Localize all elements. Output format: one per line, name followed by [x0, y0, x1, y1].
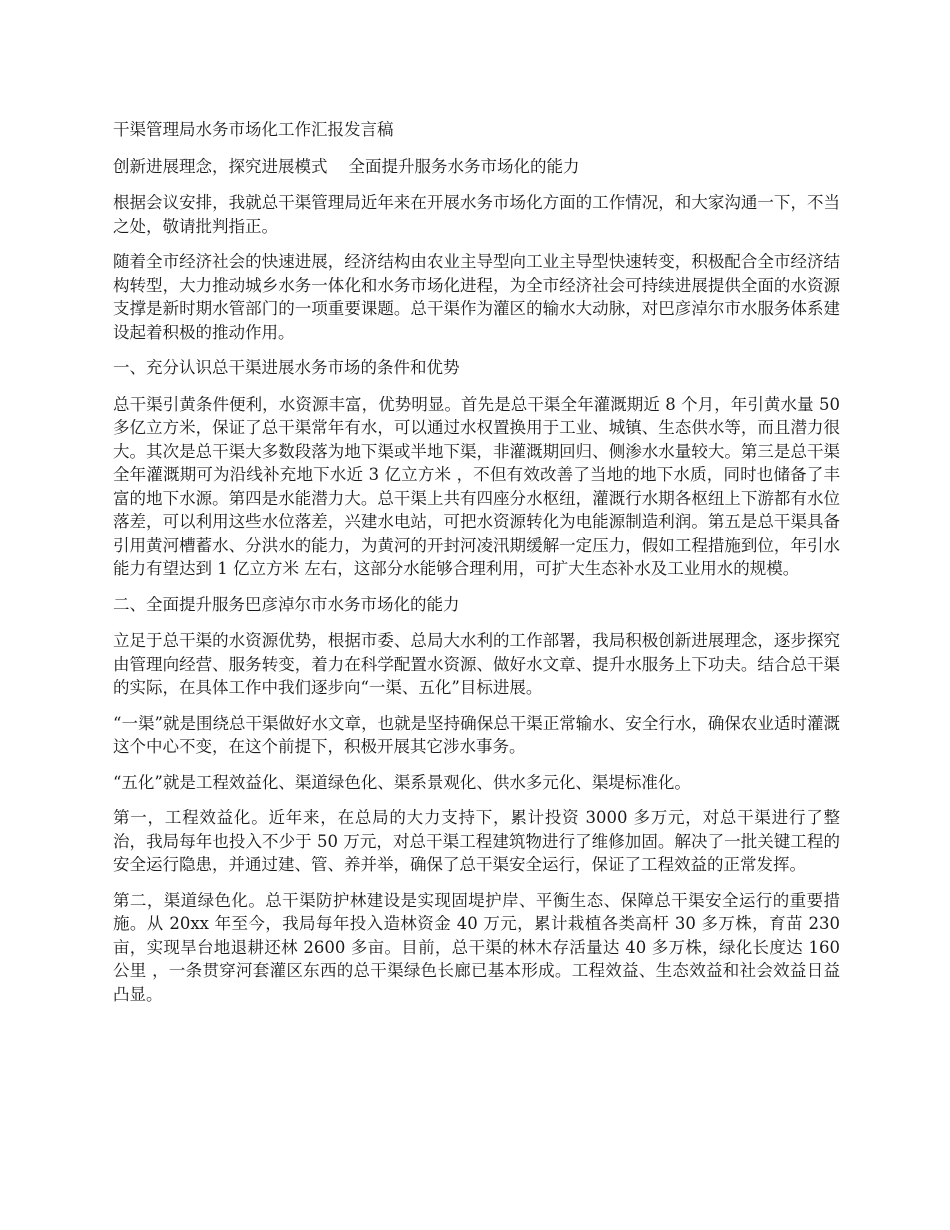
- section-heading-1: 一、充分认识总干渠进展水务市场的条件和优势: [113, 358, 460, 377]
- five-modernizations-paragraph: “五化”就是工程效益化、渠道绿色化、渠系景观化、供水多元化、渠堤标准化。: [113, 772, 691, 792]
- document-subtitle: 创新进展理念，探究进展模式 全面提升服务水务市场化的能力: [113, 156, 580, 176]
- conditions-paragraph: 总干渠引黄条件便利，水资源丰富，优势明显。首先是总干渠全年灌溉期近 8 个月，年引黄水量 50 多亿立方米，保证了总干渠常年有水，可以通过水权置换用于工业、城镇、生态供水等，而且潜力很大。其次是总干渠大多数段落为地下渠或半地下渠，非灌溉期回归、侧渗水水量较大。第三是总干渠全年灌溉期可为沿线补充地下水近 3 亿立方米 ，不但有效改善了当地的地下水质，同时也储备了丰富的地下水源。第四是水能潜力大。总干渠上共有四座分水枢纽，灌溉行水期各枢纽上下游都有水位落差，可以利用这些水位落差，兴建水电站，可把水资源转化为电能源制造利润。第五是总干渠具备引用黄河槽蓄水、分洪水的能力，为黄河的开封河凌汛期缓解一定压力，假如工程措施到位，年引水能力有望达到 1 亿立方米 左右，这部分水能够合理利用，可扩大生态补水及工业用水的规模。: [113, 394, 840, 578]
- greening-paragraph: 第二，渠道绿色化。总干渠防护林建设是实现固堤护岸、平衡生态、保障总干渠安全运行的重要措施。从 20xx 年至今，我局每年投入造林资金 40 万元，累计栽植各类高杆 30 多万株，育苗 230 亩，实现旱台地退耕还林 2600 多亩。目前，总干渠的林木存活量达 40 多万株，绿化长度达 160 公里 ，一条贯穿河套灌区东西的总干渠绿色长廊已基本形成。工程效益、生态效益和社会效益日益凸显。: [113, 890, 840, 1004]
- engineering-benefit-paragraph: 第一，工程效益化。近年来，在总局的大力支持下，累计投资 3000 多万元，对总干渠进行了整治，我局每年也投入不少于 50 万元，对总干渠工程建筑物进行了维修加固。解决了一批关键工程的安全运行隐患，并通过建、管、养并举，确保了总干渠安全运行，保证了工程效益的正常发挥。: [113, 808, 840, 874]
- document-page: [113, 118, 840, 1018]
- document-title: 干渠管理局水务市场化工作汇报发言稿: [113, 120, 394, 139]
- one-canal-paragraph: “一渠”就是围绕总干渠做好水文章，也就是坚持确保总干渠正常输水、安全行水，确保农业适时灌溉这个中心不变，在这个前提下，积极开展其它涉水事务。: [113, 713, 840, 756]
- section-heading-2: 二、全面提升服务巴彦淖尔市水务市场化的能力: [113, 594, 460, 614]
- intro-paragraph: 根据会议安排，我就总干渠管理局近年来在开展水务市场化方面的工作情况，和大家沟通一下，不当之处，敬请批判指正。: [113, 193, 840, 236]
- background-paragraph: 随着全市经济社会的快速进展，经济结构由农业主导型向工业主导型快速转变，积极配合全市经济结构转型，大力推动城乡水务一体化和水务市场化进程，为全市经济社会可持续进展提供全面的水资源支撑是新时期水管部门的一项重要课题。总干渠作为灌区的输水大动脉，对巴彦淖尔市水服务体系建设起着积极的推动作用。: [113, 252, 840, 342]
- strategy-paragraph: 立足于总干渠的水资源优势，根据市委、总局大水利的工作部署，我局积极创新进展理念，逐步探究由管理向经营、服务转变，着力在科学配置水资源、做好水文章、提升水服务上下功夫。结合总干渠的实际，在具体工作中我们逐步向“一渠、五化”目标进展。: [113, 631, 840, 697]
